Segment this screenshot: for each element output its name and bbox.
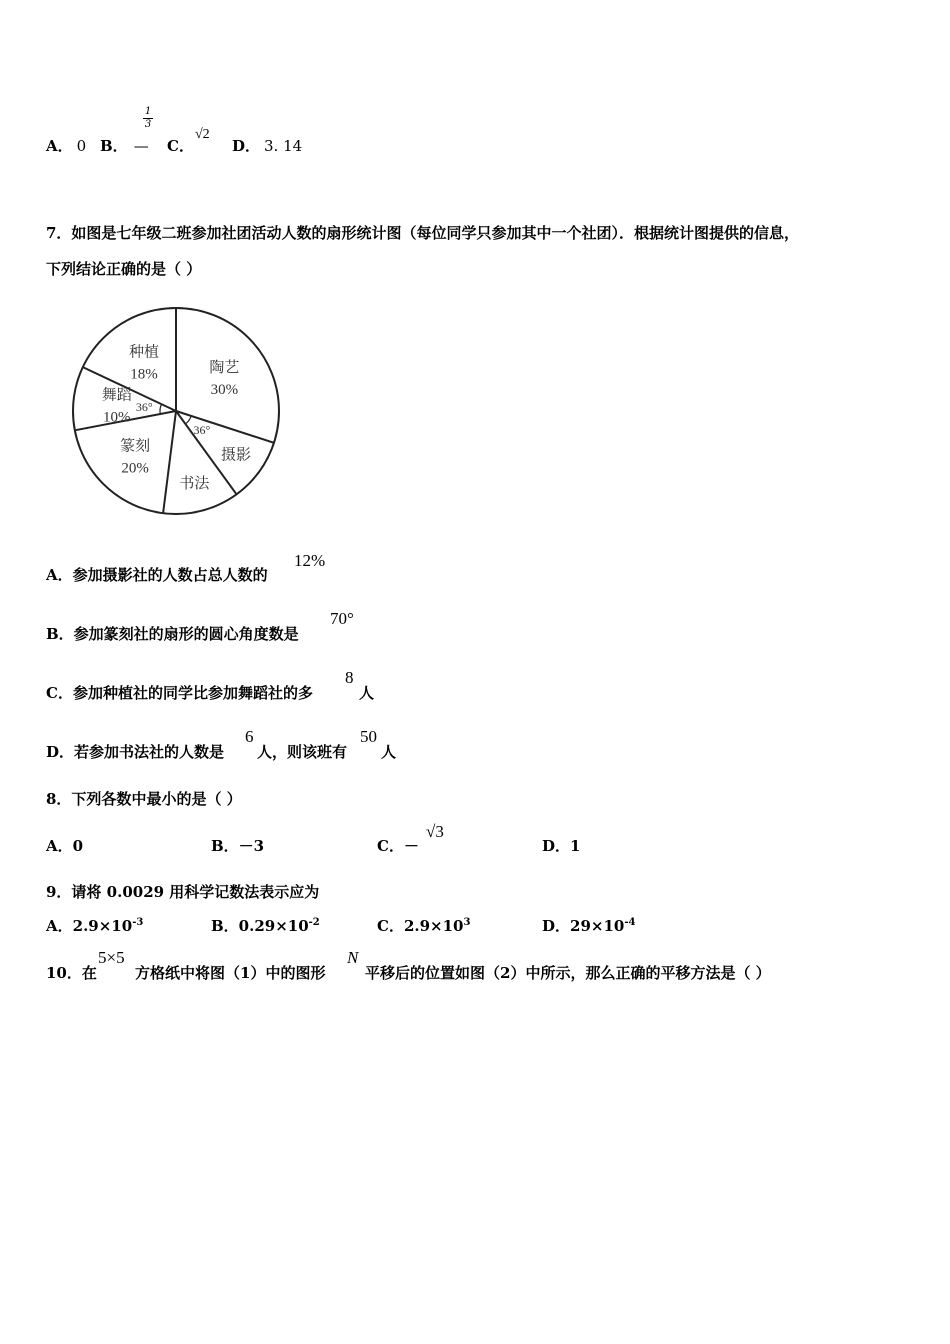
q7-option-a-math: 12% (294, 551, 326, 570)
q7-option-d-tail: 人 (381, 743, 397, 761)
q7-option-d-mid: 人，则该班有 (257, 743, 348, 761)
q7-option-c-math: 8 (345, 668, 354, 687)
q7-option-c-tail: 人 (359, 684, 375, 702)
q9-option-d: D．$29\times 10^{-4}$ (542, 917, 636, 935)
q10-math-grid: 5×5 (98, 948, 125, 967)
pie-slice-name: 书法 (179, 473, 210, 492)
q10-math-n: N (347, 948, 359, 967)
q9-stem: 9．请将 0.0029 用科学记数法表示应为 (46, 883, 320, 901)
pie-slice-percent: 30% (210, 381, 239, 398)
pie-slice-name: 摄影 (220, 445, 252, 464)
q10-tail: 平移后的位置如图（2）中所示，那么正确的平移方法是（ ） (365, 964, 771, 982)
q8-option-c-sqrt: √3 (426, 822, 444, 841)
pie-slice-divider (163, 411, 176, 513)
q6-option-a: A． 0 (46, 137, 87, 155)
q6-option-d: D． 3. 14 (232, 137, 303, 155)
q7-option-a: A．参加摄影社的人数占总人数的 (46, 566, 268, 584)
pie-angle-label: 36° (135, 399, 153, 414)
q9-option-c: C．$2.9\times 10^3$ (377, 917, 471, 935)
q8-stem: 8．下列各数中最小的是（ ） (46, 790, 242, 808)
q7-option-d: D．若参加书法社的人数是 (46, 743, 225, 761)
pie-slice-name: 舞蹈 (101, 385, 132, 404)
q8-option-c: C．－ (377, 837, 419, 855)
pie-slice-name: 陶艺 (209, 357, 240, 376)
pie-slice-percent: 20% (121, 460, 149, 477)
q7-option-d-math1: 6 (245, 727, 254, 746)
pie-slice-name: 种植 (128, 342, 159, 361)
pie-chart (66, 300, 288, 524)
q6-c-sqrt: √2 (195, 127, 210, 142)
q8-option-a: A．0 (46, 837, 84, 855)
q9-option-a: A．$2.9\times 10^{-3}$ (46, 917, 144, 935)
q7-stem-line2: 下列结论正确的是（ ） (46, 260, 202, 278)
q8-option-b: B．－3 (211, 837, 265, 855)
pie-slice-percent: 10% (102, 409, 131, 426)
q6-option-b: B． — (100, 137, 149, 155)
q6-option-c: C． (167, 137, 194, 155)
q7-option-b-math: 70° (330, 609, 354, 628)
q10-prefix: 10．在 (46, 964, 97, 982)
pie-slice-name: 篆刻 (120, 436, 151, 455)
q9-option-b: B．$0.29\times 10^{-2}$ (211, 917, 320, 935)
q7-option-d-math2: 50 (360, 727, 377, 746)
pie-angle-arc (160, 404, 162, 414)
q8-option-d: D．1 (542, 837, 581, 855)
pie-slice-percent: 18% (130, 366, 158, 383)
q7-option-c: C．参加种植社的同学比参加舞蹈社的多 (46, 684, 313, 702)
q7-stem-line1: 7．如图是七年级二班参加社团活动人数的扇形统计图（每位同学只参加其中一个社团）．根据统计图提供的信息， (46, 224, 799, 242)
q6-b-fraction: 1 3 (144, 106, 152, 130)
pie-angle-arc (185, 416, 191, 424)
q10-mid: 方格纸中将图（1）中的图形 (135, 964, 326, 982)
q7-option-b: B．参加篆刻社的扇形的圆心角度数是 (46, 625, 299, 643)
pie-angle-label: 36° (193, 422, 211, 437)
